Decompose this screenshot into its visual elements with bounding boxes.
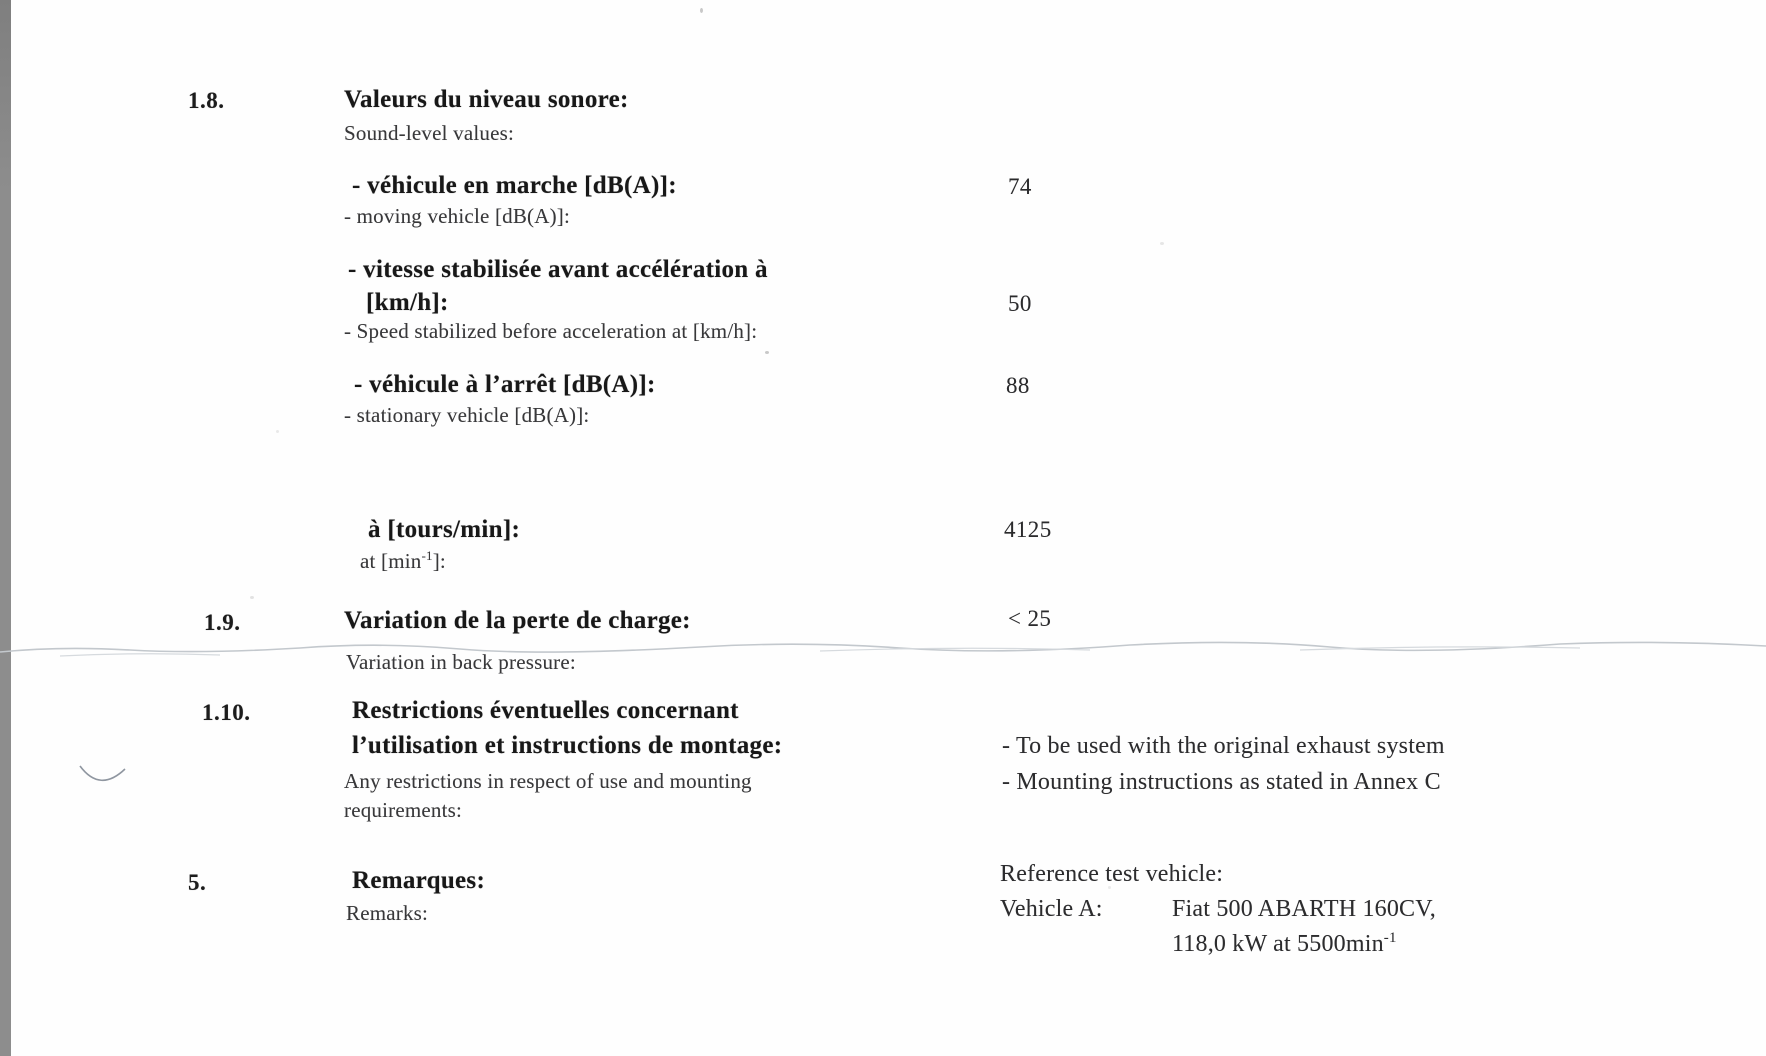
restriction-note-1: - To be used with the original exhaust system (1002, 733, 1445, 759)
scan-speck (1160, 242, 1164, 245)
moving-vehicle-label-fr: - véhicule en marche [dB(A)]: (352, 172, 677, 199)
restrictions-title-fr-line1: Restrictions éventuelles concernant (352, 697, 739, 724)
restrictions-title-en-line2: requirements: (344, 798, 463, 822)
reference-test-vehicle-title: Reference test vehicle: (1000, 861, 1224, 887)
vehicle-a-name: Fiat 500 ABARTH 160CV, (1172, 896, 1436, 922)
restrictions-title-en-line1: Any restrictions in respect of use and mounting (344, 769, 752, 793)
scanner-edge-strip (0, 0, 11, 1056)
vehicle-a-power-pre: 118,0 kW at 5500min (1172, 931, 1384, 957)
scan-speck (765, 351, 769, 354)
back-pressure-value: < 25 (1008, 606, 1052, 631)
vehicle-a-label: Vehicle A: (1000, 896, 1103, 922)
scan-speck (276, 430, 279, 433)
moving-vehicle-value: 74 (1008, 174, 1032, 199)
back-pressure-title-fr: Variation de la perte de charge: (344, 607, 691, 634)
moving-vehicle-label-en: - moving vehicle [dB(A)]: (344, 204, 571, 228)
scan-speck (700, 8, 703, 13)
speed-stabilized-label-fr-line2: [km/h]: (366, 289, 449, 316)
speed-stabilized-label-fr-line1: - vitesse stabilisée avant accélération à (348, 256, 768, 283)
rpm-label-fr: à [tours/min]: (368, 516, 521, 543)
rpm-label-en-sup: -1 (421, 548, 433, 563)
back-pressure-title-en: Variation in back pressure: (346, 650, 576, 674)
rpm-label-en-pre: at [min (360, 549, 422, 573)
sound-level-title-en: Sound-level values: (344, 121, 515, 145)
section-number-1-10: 1.10. (202, 700, 251, 725)
scan-speck (250, 596, 254, 599)
stationary-vehicle-value: 88 (1006, 373, 1030, 398)
remarks-title-en: Remarks: (346, 901, 429, 925)
stationary-vehicle-label-en: - stationary vehicle [dB(A)]: (344, 403, 590, 427)
stationary-vehicle-label-fr: - véhicule à l’arrêt [dB(A)]: (354, 371, 656, 398)
restrictions-title-fr-line2: l’utilisation et instructions de montage: (352, 732, 783, 759)
speed-stabilized-value: 50 (1008, 291, 1032, 316)
pen-curve-mark (80, 766, 125, 780)
speed-stabilized-label-en: - Speed stabilized before acceleration at [km/h]: (344, 319, 758, 343)
section-number-5: 5. (188, 870, 207, 895)
section-number-1-9: 1.9. (204, 610, 241, 635)
vehicle-a-power (1172, 931, 1397, 958)
scan-speck (1108, 886, 1111, 889)
rpm-label-en (360, 549, 446, 574)
vehicle-a-power-sup: -1 (1383, 930, 1397, 946)
rpm-value: 4125 (1004, 517, 1052, 542)
rpm-label-en-post: ]: (432, 549, 446, 573)
sound-level-title-fr: Valeurs du niveau sonore: (344, 86, 629, 113)
remarks-title-fr: Remarques: (352, 867, 486, 894)
restriction-note-2: - Mounting instructions as stated in Annex C (1002, 769, 1441, 795)
section-number-1-8: 1.8. (188, 88, 225, 113)
